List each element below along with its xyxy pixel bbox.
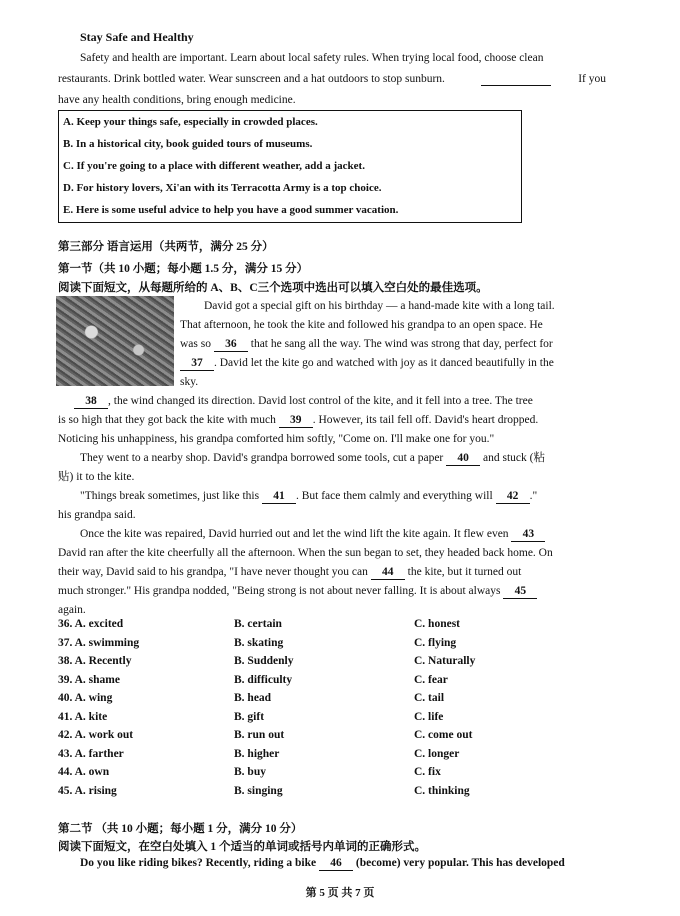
para1-line2	[58, 72, 606, 86]
option-b: B. In a historical city, book guided tours of museums.	[63, 138, 313, 150]
blank-42[interactable]: 42	[496, 489, 530, 504]
story-l3	[180, 337, 606, 352]
story-l9	[58, 451, 606, 466]
story-l3a: was so	[180, 338, 211, 350]
blank-44[interactable]: 44	[371, 565, 405, 580]
sec1-title: 第一节（共 10 小题；每小题 1.5 分，满分 15 分）	[58, 263, 309, 275]
blank-45[interactable]: 45	[503, 584, 537, 599]
story-l4-text: . David let the kite go and watched with joy as it danced beautifully in the	[214, 357, 554, 369]
kite-photo	[56, 296, 174, 386]
story-l8: Noticing his unhappiness, his grandpa comforted him softly, "Come on. I'll make one for you."	[58, 433, 495, 445]
choice-43-c[interactable]: C. longer	[414, 747, 460, 760]
choice-41-a[interactable]: 41. A. kite	[58, 710, 108, 723]
story-l3b: that he sang all the way. The wind was strong that day, perfect for	[250, 338, 553, 350]
blank-35[interactable]	[481, 72, 551, 86]
option-e: E. Here is some useful advice to help you have a good summer vacation.	[63, 204, 399, 216]
choice-row-39	[58, 671, 598, 690]
story-l6-text: , the wind changed its direction. David lost control of the kite, and it fell into a tree. The tree	[108, 395, 533, 407]
choice-36-c[interactable]: C. honest	[414, 618, 461, 630]
story-l15b: the kite, but it turned out	[407, 566, 522, 578]
choice-37-a[interactable]: 37. A. swimming	[58, 636, 140, 649]
choice-row-43	[58, 745, 598, 764]
option-a: A. Keep your things safe, especially in crowded places.	[63, 116, 318, 128]
story-l7a: is so high that they got back the kite with much	[58, 414, 276, 426]
story-l7	[58, 413, 606, 428]
story-l5: sky.	[180, 376, 199, 388]
sec2-title: 第二节 （共 10 小题；每小题 1 分，满分 10 分）	[58, 823, 303, 835]
sec2-line1a: Do you like riding bikes? Recently, riding a bike	[80, 857, 317, 869]
story-l1: David got a special gift on his birthday — a hand-made kite with a long tail.	[204, 300, 555, 312]
choice-42-a[interactable]: 42. A. work out	[58, 729, 134, 741]
sec2-instructions: 阅读下面短文，在空白处填入 1 个适当的单词或括号内单词的正确形式。	[58, 841, 426, 853]
choice-42-b[interactable]: B. run out	[234, 729, 285, 741]
choice-44-b[interactable]: B. buy	[234, 766, 266, 778]
choice-43-a[interactable]: 43. A. farther	[58, 747, 124, 760]
blank-41[interactable]: 41	[262, 489, 296, 504]
story-l15a: their way, David said to his grandpa, "I have never thought you can	[58, 566, 368, 578]
story-l7b: . However, its tail fell off. David's heart dropped.	[312, 414, 539, 426]
story-l9a: They went to a nearby shop. David's grandpa borrowed some tools, cut a paper	[80, 452, 444, 464]
choice-45-b[interactable]: B. singing	[234, 784, 283, 797]
para1-line1: Safety and health are important. Learn about local safety rules. When trying local food, choose clean	[80, 52, 544, 64]
page-footer: 第 5 页 共 7 页	[305, 887, 375, 899]
choice-row-38	[58, 652, 598, 671]
options-box	[58, 110, 522, 223]
story-l15	[58, 565, 606, 580]
choice-44-a[interactable]: 44. A. own	[58, 766, 110, 778]
choice-37-c[interactable]: C. flying	[414, 636, 457, 649]
choice-45-a[interactable]: 45. A. rising	[58, 784, 117, 797]
choice-42-c[interactable]: C. come out	[414, 729, 473, 741]
choice-39-a[interactable]: 39. A. shame	[58, 673, 120, 686]
answer-choices	[58, 615, 598, 800]
story-l11	[58, 489, 606, 504]
blank-46[interactable]: 46	[319, 856, 353, 871]
story-l10: 贴) it to the kite.	[58, 471, 135, 483]
option-d: D. For history lovers, Xi'an with its Terracotta Army is a top choice.	[63, 182, 382, 194]
choice-40-c[interactable]: C. tail	[414, 692, 445, 704]
choice-45-c[interactable]: C. thinking	[414, 784, 470, 797]
story-l14: David ran after the kite cheerfully all the afternoon. When the sun began to set, they headed back home. On	[58, 547, 553, 559]
choice-39-c[interactable]: C. fear	[414, 673, 448, 686]
option-c: C. If you're going to a place with different weather, add a jacket.	[63, 160, 365, 172]
story-l16	[58, 584, 606, 599]
section-title: Stay Safe and Healthy	[80, 30, 194, 44]
choice-row-45	[58, 782, 598, 801]
blank-40[interactable]: 40	[446, 451, 480, 466]
choice-36-b[interactable]: B. certain	[234, 618, 282, 630]
blank-37[interactable]: 37	[180, 356, 214, 371]
story-l4	[180, 356, 606, 371]
choice-36-a[interactable]: 36. A. excited	[58, 618, 124, 630]
choice-38-a[interactable]: 38. A. Recently	[58, 655, 132, 667]
choice-40-b[interactable]: B. head	[234, 692, 272, 704]
choice-row-37	[58, 634, 598, 653]
choice-row-41	[58, 708, 598, 727]
choice-38-c[interactable]: C. Naturally	[414, 655, 476, 667]
sec2-line1	[80, 856, 606, 871]
story-l9b: and stuck (粘	[483, 452, 545, 464]
choice-37-b[interactable]: B. skating	[234, 636, 284, 649]
choice-44-c[interactable]: C. fix	[414, 766, 441, 778]
choice-row-44	[58, 763, 598, 782]
choice-row-36	[58, 615, 598, 634]
choice-38-b[interactable]: B. Suddenly	[234, 655, 294, 667]
para1-line3: have any health conditions, bring enough medicine.	[58, 94, 296, 106]
choice-43-b[interactable]: B. higher	[234, 747, 280, 760]
story-l6	[58, 394, 606, 409]
blank-43[interactable]: 43	[511, 527, 545, 542]
choice-40-a[interactable]: 40. A. wing	[58, 692, 113, 704]
blank-39[interactable]: 39	[279, 413, 313, 428]
story-l11c: ."	[529, 490, 538, 502]
story-l17: again.	[58, 604, 86, 616]
blank-38[interactable]: 38	[74, 394, 108, 409]
part3-title: 第三部分 语言运用（共两节，满分 25 分）	[58, 241, 274, 253]
choice-row-42	[58, 726, 598, 745]
story-l16a: much stronger." His grandpa nodded, "Being strong is not about never falling. It is about always	[58, 585, 501, 597]
story-l11a: "Things break sometimes, just like this	[80, 490, 260, 502]
choice-39-b[interactable]: B. difficulty	[234, 673, 293, 686]
choice-row-40	[58, 689, 598, 708]
sec1-instructions: 阅读下面短文，从每题所给的 A、B、C三个选项中选出可以填入空白处的最佳选项。	[58, 282, 488, 294]
blank-36[interactable]: 36	[214, 337, 248, 352]
story-l2: That afternoon, he took the kite and followed his grandpa to an open space. He	[180, 319, 543, 331]
story-l13a: Once the kite was repaired, David hurried out and let the wind lift the kite again. It flew even	[80, 528, 509, 540]
story-l11b: . But face them calmly and everything will	[295, 490, 493, 502]
para1-line2-text: restaurants. Drink bottled water. Wear sunscreen and a hat outdoors to stop sunburn.	[58, 73, 445, 85]
story-l13	[58, 527, 606, 542]
para1-line2-end: If you	[578, 73, 606, 85]
choice-41-c[interactable]: C. life	[414, 710, 444, 723]
choice-41-b[interactable]: B. gift	[234, 710, 265, 723]
story-l12: his grandpa said.	[58, 509, 136, 521]
sec2-line1b: (become) very popular. This has developed	[355, 857, 565, 869]
